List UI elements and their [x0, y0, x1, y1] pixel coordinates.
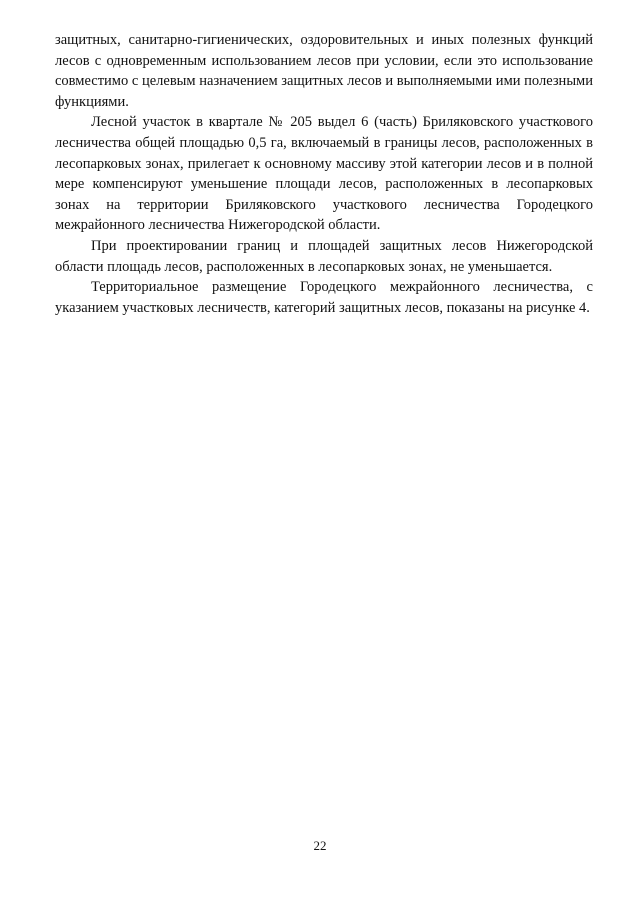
- page-number: 22: [313, 838, 327, 853]
- body-text: [55, 30, 593, 318]
- paragraph-continuation: защитных, санитарно-гигиенических, оздоровительных и иных полезных функций лесов с одновременным использованием лесов при условии, если это использование совместимо с целевым назначением защитных лесов и выполняемыми ими полезными функциями.: [55, 32, 593, 110]
- paragraph-design-boundaries: При проектировании границ и площадей защитных лесов Нижегородской области площадь лесов, расположенных в лесопарковых зонах, не уменьшается.: [55, 237, 593, 275]
- paragraph-territorial-placement: Территориальное размещение Городецкого межрайонного лесничества, с указанием участковых лесничеств, категорий защитных лесов, показаны на рисунке 4.: [55, 279, 593, 316]
- paragraph-forest-plot: Лесной участок в квартале № 205 выдел 6 (часть) Бриляковского участкового лесничества общей площадью 0,5 га, включаемый в границы лесов, расположенных в лесопарковых зонах, прилегает к основному массиву этой категории лесов и в полной мере компенсируют уменьшение площади лесов, расположенных в лесопарковых зонах на территории Бриляковского участкового лесничества Городецкого межрайонного лесничества Нижегородской области.: [55, 114, 593, 234]
